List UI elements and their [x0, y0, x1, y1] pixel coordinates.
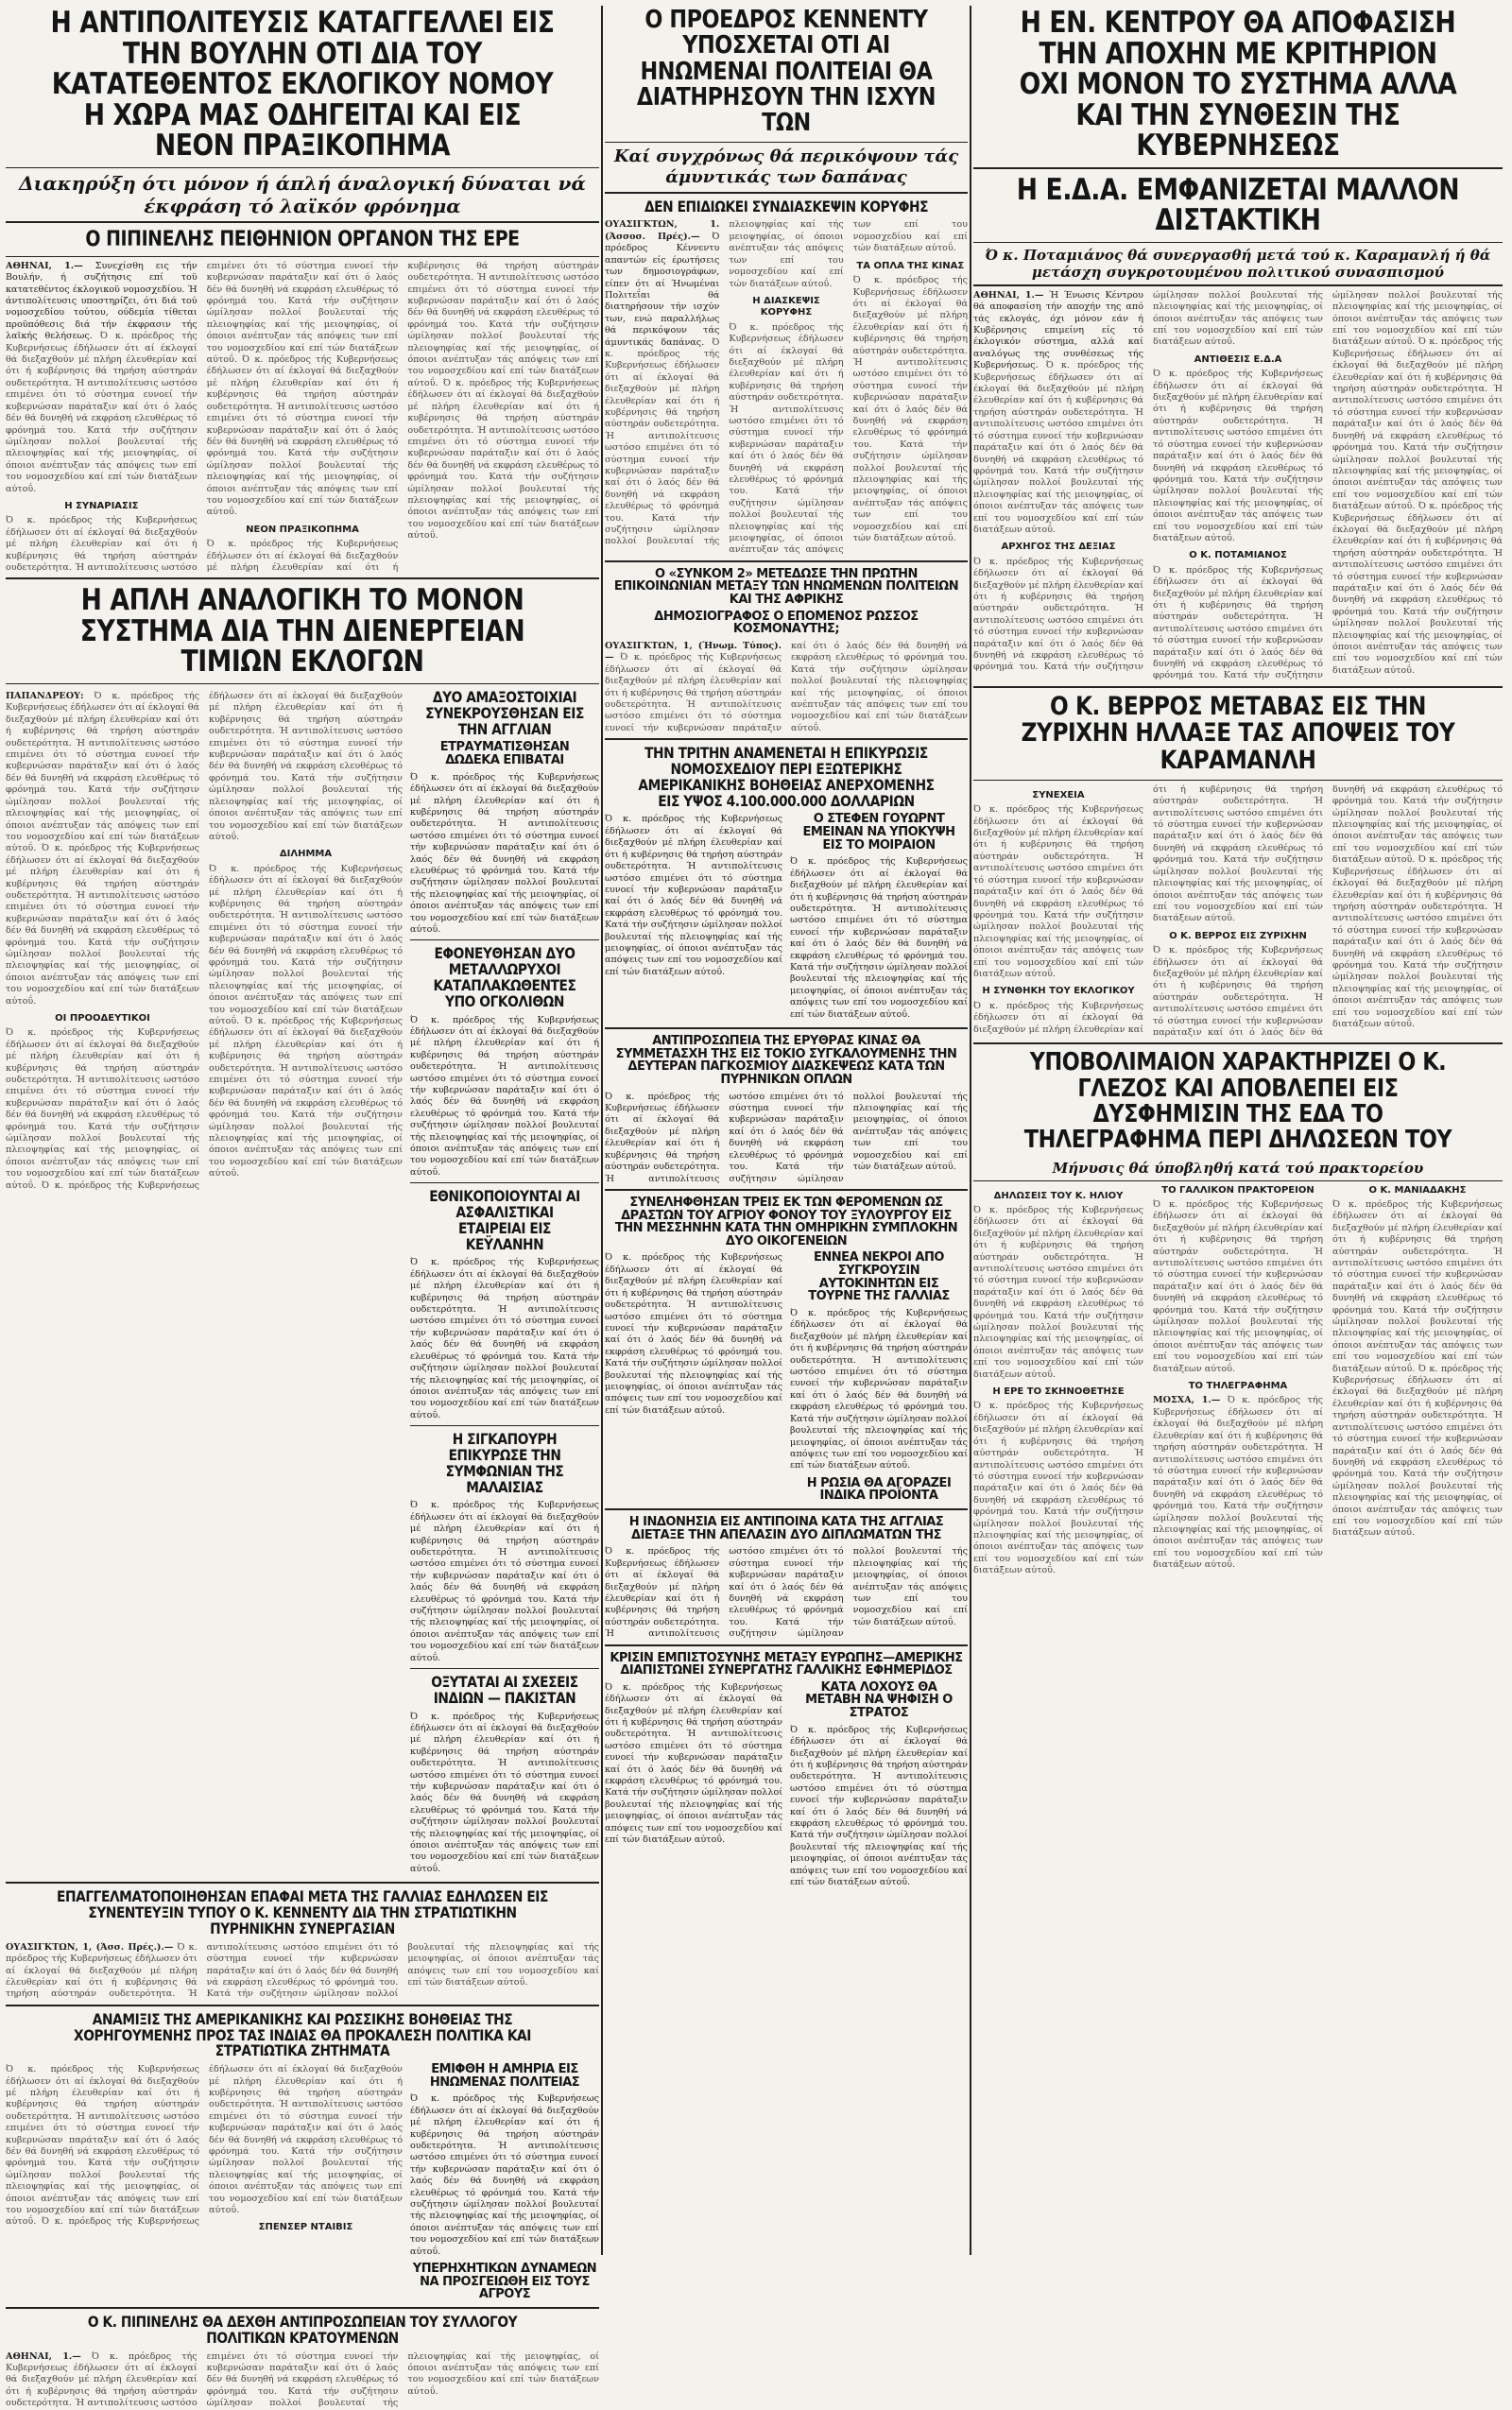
subheadline: Διακηρύξη ότι μόνον ή άπλή άναλογική δύναται νά έκφράση τό λαϊκόν φρόνημα: [19, 171, 586, 217]
brief-body: Ό κ. πρόεδρος τής Κυβερνήσεως έδήλωσεν ότι αί έκλογαί θά διεξαχθούν μέ πλήρη έλευθερίαν καί ότι ή κυβέρνησις θά τηρήση αύστηράν ουδετερότητα. Ή αντιπολίτευσις ωστόσο επιμένει ότι τό σύστημα ευνοεί τήν κυβερνώσαν παράταξιν καί ότι ό λαός δέν θά δυνηθή νά εκφράση ελευθέρως τό φρόνημά του. Κατά τήν συζήτησιν ώμίλησαν πολλοί βουλευταί τής πλειοψηφίας καί τής μειοψηφίας, οί όποιοι ανέπτυξαν τάς απόψεις των επί του νομοσχεδίου καί επί τών διατάξεων αύτοΰ.: [410, 2093, 599, 2257]
article-text: Ό κ. πρόεδρος τής Κυβερνήσεως έδήλωσεν ότι αί έκλογαί θά διεξαχθούν μέ πλήρη έλευθερίαν καί ότι ή κυβέρνησις θά τηρήση αύστηράν ουδετερότητα. Ή αντιπολίτευσις ωστόσο επιμένει ότι τό σύστημα ευνοεί τήν κυβερνώσαν παράταξιν καί ότι ό λαός δέν θά δυνηθή νά εκφράση ελευθέρως τό φρόνημά του. Κατά τήν συζήτησιν ώμίλησαν πολλοί βουλευταί τής πλειοψηφίας καί τής μειοψηφίας, οί όποιοι ανέπτυξαν τάς απόψεις των επί του νομοσχεδίου καί επί τών διατάξεων αύτοΰ.: [605, 641, 968, 733]
brief-headline: ΕΜΙΦΘΗ Η ΑΜΗΡΙΑ ΕΙΣ ΗΝΩΜΕΝΑΣ ΠΟΛΙΤΕΙΑΣ: [429, 2062, 580, 2090]
brief-headline: ΔΥΟ ΑΜΑΞΟΣΤΟΙΧΙΑΙ ΣΥΝΕΚΡΟΥΣΘΗΣΑΝ ΕΙΣ ΤΗΝ ΑΓΓΛΙΑΝ: [425, 688, 584, 738]
headline-glezos: ΥΠΟΒΟΛΙΜΑΙΟΝ ΧΑΡΑΚΤΗΡΙΖΕΙ Ο Κ. ΓΛΕΖΟΣ ΚΑΙ ΑΠΟΒΛΕΠΕΙ ΕΙΣ ΔΥΣΦΗΜΙΣΙΝ ΤΗΣ ΕΔΑ ΤΟ ΤΗΛΕΓΡΑΦΗΜΑ ΠΕΡΙ ΔΗΛΩΣΕΩΝ ΤΟΥ: [1023, 1048, 1452, 1155]
brief-headline: ΕΘΝΙΚΟΠΟΙΟΥΝΤΑΙ ΑΙ ΑΣΦΑΛΙΣΤΙΚΑΙ ΕΤΑΙΡΕΙΑΙ ΕΙΣ ΚΕΫΛΑΝΗΝ: [429, 1187, 580, 1253]
side-heading: Η ΔΙΑΣΚΕΨΙΣ ΚΟΡΥΦΗΣ: [752, 295, 820, 318]
split-row: [605, 1249, 968, 1505]
article-text: Ό κ. πρόεδρος τής Κυβερνήσεως έδήλωσεν ότι αί έκλογαί θά διεξαχθούν μέ πλήρη έλευθερίαν καί ότι ή κυβέρνησις θά τηρήση αύστηράν ουδετερότητα. Ή αντιπολίτευσις ωστόσο επιμένει ότι τό σύστημα ευνοεί τήν κυβερνώσαν παράταξιν καί ότι ό λαός δέν θά δυνηθή νά εκφράση ελευθέρως τό φρόνημά του. Κατά τήν συζήτησιν ώμίλησαν πολλοί βουλευταί τής πλειοψηφίας καί τής μειοψηφίας, οί όποιοι ανέπτυξαν τάς απόψεις των επί του νομοσχεδίου καί επί τών διατάξεων αύτοΰ.: [1153, 1395, 1323, 1571]
article-text: Ό κ. πρόεδρος τής Κυβερνήσεως έδήλωσεν ότι αί έκλογαί θά διεξαχθούν μέ πλήρη έλευθερίαν καί ότι ή κυβέρνησις θά τηρήση αύστηράν ουδετερότητα. Ή αντιπολίτευσις ωστόσο επιμένει ότι τό σύστημα ευνοεί τήν κυβερνώσαν παράταξιν καί ότι ό λαός δέν θά δυνηθή νά εκφράση ελευθέρως τό φρόνημά του. Κατά τήν συζήτησιν ώμίλησαν πολλοί βουλευταί τής πλειοψηφίας καί τής μειοψηφίας, οί όποιοι ανέπτυξαν τάς απόψεις των επί του νομοσχεδίου καί επί τών διατάξεων αύτοΰ.: [6, 691, 199, 854]
article-body: [6, 2351, 599, 2410]
article-text: Ό κ. πρόεδρος τής Κυβερνήσεως έδήλωσεν ότι αί έκλογαί θά διεξαχθούν μέ πλήρη έλευθερίαν καί ότι ή κυβέρνησις θά τηρήση αύστηράν ουδετερότητα. Ή αντιπολίτευσις ωστόσο επιμένει ότι τό σύστημα ευνοεί τήν κυβερνώσαν παράταξιν καί ότι ό λαός δέν θά δυνηθή νά εκφράση ελευθέρως τό φρόνημά του. Κατά τήν συζήτησιν ώμίλησαν πολλοί βουλευταί τής πλειοψηφίας καί τής μειοψηφίας, οί όποιοι ανέπτυξαν τάς απόψεις των επί του νομοσχεδίου καί επί τών διατάξεων αύτοΰ.: [6, 260, 399, 573]
column-left: [6, 6, 599, 2409]
article-text: Ό κ. πρόεδρος τής Κυβερνήσεως έδήλωσεν ότι αί έκλογαί θά διεξαχθούν μέ πλήρη έλευθερίαν καί ότι ή κυβέρνησις θά τηρήση αύστηράν ουδετερότητα. Ή αντιπολίτευσις ωστόσο επιμένει ότι τό σύστημα ευνοεί τήν κυβερνώσαν παράταξιν καί ότι ό λαός δέν θά δυνηθή νά εκφράση ελευθέρως τό φρόνημά του. Κατά τήν συζήτησιν ώμίλησαν πολλοί βουλευταί τής πλειοψηφίας καί τής μειοψηφίας, οί όποιοι ανέπτυξαν τάς απόψεις των επί του νομοσχεδίου καί επί τών διατάξεων αύτοΰ.: [6, 331, 198, 494]
headline-kennedy-promise: Ο ΠΡΟΕΔΡΟΣ ΚΕΝΝΕΝΤΥ ΥΠΟΣΧΕΤΑΙ ΟΤΙ ΑΙ ΗΝΩΜΕΝΑΙ ΠΟΛΙΤΕΙΑΙ ΘΑ ΔΙΑΤΗΡΗΣΟΥΝ ΤΗΝ ΙΣΧΥΝ ΤΩΝ: [636, 6, 936, 138]
article-text: Ό κ. πρόεδρος τής Κυβερνήσεως έδήλωσεν ότι αί έκλογαί θά διεξαχθούν μέ πλήρη έλευθερίαν καί ότι ή κυβέρνησις θά τηρήση αύστηράν ουδετερότητα. Ή αντιπολίτευσις ωστόσο επιμένει ότι τό σύστημα ευνοεί τήν κυβερνώσαν παράταξιν καί ότι ό λαός δέν θά δυνηθή νά εκφράση ελευθέρως τό φρόνημά του. Κατά τήν συζήτησιν ώμίλησαν πολλοί βουλευταί τής πλειοψηφίας καί τής μειοψηφίας, οί όποιοι ανέπτυξαν τάς απόψεις των επί του νομοσχεδίου καί επί τών διατάξεων αύτοΰ.: [6, 1027, 199, 1191]
article-text: Ό κ. πρόεδρος τής Κυβερνήσεως έδήλωσεν ότι αί έκλογαί θά διεξαχθούν μέ πλήρη έλευθερίαν καί ότι ή κυβέρνησις θά τηρήση αύστηράν ουδετερότητα. Ή αντιπολίτευσις ωστόσο επιμένει ότι τό σύστημα ευνοεί τήν κυβερνώσαν παράταξιν καί ότι ό λαός δέν θά δυνηθή νά εκφράση ελευθέρως τό φρόνημά του. Κατά τήν συζήτησιν ώμίλησαν πολλοί βουλευταί τής πλειοψηφίας καί τής μειοψηφίας, οί όποιοι ανέπτυξαν τάς απόψεις των επί του νομοσχεδίου καί επί τών διατάξεων αύτοΰ.: [1332, 1363, 1503, 1539]
headline-red-china: ΑΝΤΙΠΡΟΣΩΠΕΙΑ ΤΗΣ ΕΡΥΘΡΑΣ ΚΙΝΑΣ ΘΑ ΣΥΜΜΕΤΑΣΧΗ ΤΗΣ ΕΙΣ ΤΟΚΙΟ ΣΥΓΚΑΛΟΥΜΕΝΗΣ ΤΗΝ ΔΕΥΤΕΡΑΝ ΠΑΓΚΟΣΜΙΟΥ ΔΙΑΣΚΕΨΕΩΣ ΚΑΤΑ ΤΩΝ ΠΥΡΗΝΙΚΩΝ ΟΠΛΩΝ: [615, 1034, 957, 1088]
side-heading: ΔΗΛΩΣΕΙΣ ΤΟΥ Κ. ΗΛΙΟΥ: [993, 1190, 1124, 1201]
article-text: Ό κ. πρόεδρος τής Κυβερνήσεως έδήλωσεν ότι αί έκλογαί θά διεξαχθούν μέ πλήρη έλευθερίαν καί ότι ή κυβέρνησις θά τηρήση αύστηράν ουδετερότητα. Ή αντιπολίτευσις ωστόσο επιμένει ότι τό σύστημα ευνοεί τήν κυβερνώσαν παράταξιν καί ότι ό λαός δέν θά δυνηθή νά εκφράση ελευθέρως τό φρόνημά του. Κατά τήν συζήτησιν ώμίλησαν πολλοί βουλευταί τής πλειοψηφίας καί τής μειοψηφίας, οί όποιοι ανέπτυξαν τάς απόψεις των επί του νομοσχεδίου καί επί τών διατάξεων αύτοΰ.: [206, 260, 599, 573]
article-body: [973, 290, 1503, 682]
divider: [605, 1027, 968, 1029]
side-heading: Η ΣΥΝΑΡΙΑΣΙΣ: [64, 500, 139, 511]
headline-kennedy-france: ΕΠΑΓΓΕΛΜΑΤΟΠΟΙΗΘΗΣΑΝ ΕΠΑΦΑΙ ΜΕΤΑ ΤΗΣ ΓΑΛΛΙΑΣ ΕΔΗΛΩΣΕΝ ΕΙΣ ΣΥΝΕΝΤΕΥΞΙΝ ΤΥΠΟΥ Ο Κ. ΚΕΝΝΕΝΤΥ ΔΙΑ ΤΗΝ ΣΤΡΑΤΙΩΤΙΚΗΝ ΠΥΡΗΝΙΚΗΝ ΣΥΝΕΡΓΑΣΙΑΝ: [57, 1887, 548, 1937]
split-row: [605, 811, 968, 1024]
article-body: [6, 261, 599, 575]
section-headline: ΔΕΝ ΕΠΙΔΙΩΚΕΙ ΣΥΝΔΙΑΣΚΕΨΙΝ ΚΟΡΥΦΗΣ: [644, 197, 929, 215]
article-text: Ό κ. πρόεδρος τής Κυβερνήσεως έδήλωσεν ότι αί έκλογαί θά διεξαχθούν μέ πλήρη έλευθερίαν καί ότι ή κυβέρνησις θά τηρήση αύστηράν ουδετερότητα. Ή αντιπολίτευσις ωστόσο επιμένει ότι τό σύστημα ευνοεί τήν κυβερνώσαν παράταξιν καί ότι ό λαός δέν θά δυνηθή νά εκφράση ελευθέρως τό φρόνημά του. Κατά τήν συζήτησιν ώμίλησαν πολλοί βουλευταί τής πλειοψηφίας καί τής μειοψηφίας, οί όποιοι ανέπτυξαν τάς απόψεις των επί του νομοσχεδίου καί επί τών διατάξεων αύτοΰ.: [973, 289, 1323, 673]
article-text: Ό κ. πρόεδρος τής Κυβερνήσεως έδήλωσεν ότι αί έκλογαί θά διεξαχθούν μέ πλήρη έλευθερίαν καί ότι ή κυβέρνησις θά τηρήση αύστηράν ουδετερότητα. Ή αντιπολίτευσις ωστόσο επιμένει ότι τό σύστημα ευνοεί τήν κυβερνώσαν παράταξιν καί ότι ό λαός δέν θά δυνηθή νά εκφράση ελευθέρως τό φρόνημά του. Κατά τήν συζήτησιν ώμίλησαν πολλοί βουλευταί τής πλειοψηφίας καί τής μειοψηφίας, οί όποιοι ανέπτυξαν τάς απόψεις των επί του νομοσχεδίου καί επί τών διατάξεων αύτοΰ.: [6, 2064, 199, 2228]
article-text: Ό κ. πρόεδρος τής Κυβερνήσεως έδήλωσεν ότι αί έκλογαί θά διεξαχθούν μέ πλήρη έλευθερίαν καί ότι ή κυβέρνησις θά τηρήση αύστηράν ουδετερότητα. Ή αντιπολίτευσις ωστόσο επιμένει ότι τό σύστημα ευνοεί τήν κυβερνώσαν παράταξιν καί ότι ό λαός δέν θά δυνηθή νά εκφράση ελευθέρως τό φρόνημά του. Κατά τήν συζήτησιν ώμίλησαν πολλοί βουλευταί τής πλειοψηφίας καί τής μειοψηφίας, οί όποιοι ανέπτυξαν τάς απόψεις των επί του νομοσχεδίου καί επί τών διατάξεων αύτοΰ.: [852, 275, 968, 544]
headline-messini-arrests: ΣΥΝΕΛΗΦΘΗΣΑΝ ΤΡΕΙΣ ΕΚ ΤΩΝ ΦΕΡΟΜΕΝΩΝ ΩΣ ΔΡΑΣΤΩΝ ΤΟΥ ΑΓΡΙΟΥ ΦΟΝΟΥ ΤΟΥ ΞΥΛΟΥΡΓΟΥ ΕΙΣ ΤΗΝ ΜΕΣΣΗΝΗΝ ΚΑΤΑ ΤΗΝ ΟΜΗΡΙΚΗΝ ΣΥΜΠΛΟΚΗΝ ΔΥΟ ΟΙΚΟΓΕΝΕΙΩΝ: [614, 1195, 958, 1248]
briefs-column: [790, 1249, 968, 1505]
brief-headline: Η ΡΩΣΙΑ ΘΑ ΑΓΟΡΑΖΕΙ ΙΝΔΙΚΑ ΠΡΟΪΟΝΤΑ: [806, 1475, 952, 1504]
brief-headline: Ο ΣΤΕΦΕΝ ΓΟΥΩΡΝΤ ΕΜΕΙΝΑΝ ΝΑ ΥΠΟΚΥΨΗ ΕΙΣ ΤΟ ΜΟΙΡΑΙΟΝ: [802, 812, 955, 852]
brief-body: Ό κ. πρόεδρος τής Κυβερνήσεως έδήλωσεν ότι αί έκλογαί θά διεξαχθούν μέ πλήρη έλευθερίαν καί ότι ή κυβέρνησις θά τηρήση αύστηράν ουδετερότητα. Ή αντιπολίτευσις ωστόσο επιμένει ότι τό σύστημα ευνοεί τήν κυβερνώσαν παράταξιν καί ότι ό λαός δέν θά δυνηθή νά εκφράση ελευθέρως τό φρόνημά του. Κατά τήν συζήτησιν ώμίλησαν πολλοί βουλευταί τής πλειοψηφίας καί τής μειοψηφίας, οί όποιοι ανέπτυξαν τάς απόψεις των επί του νομοσχεδίου καί επί τών διατάξεων αύτοΰ.: [410, 771, 599, 935]
brief-body: Ό κ. πρόεδρος τής Κυβερνήσεως έδήλωσεν ότι αί έκλογαί θά διεξαχθούν μέ πλήρη έλευθερίαν καί ότι ή κυβέρνησις θά τηρήση αύστηράν ουδετερότητα. Ή αντιπολίτευσις ωστόσο επιμένει ότι τό σύστημα ευνοεί τήν κυβερνώσαν παράταξιν καί ότι ό λαός δέν θά δυνηθή νά εκφράση ελευθέρως τό φρόνημά του. Κατά τήν συζήτησιν ώμίλησαν πολλοί βουλευταί τής πλειοψηφίας καί τής μειοψηφίας, οί όποιοι ανέπτυξαν τάς απόψεις των επί του νομοσχεδίου καί επί τών διατάξεων αύτοΰ.: [790, 856, 968, 1020]
divider: [6, 1882, 599, 1884]
headline-syncom: Ο «ΣΥΝΚΟΜ 2» ΜΕΤΕΔΩΣΕ ΤΗΝ ΠΡΩΤΗΝ ΕΠΙΚΟΙΝΩΝΙΑΝ ΜΕΤΑΞΥ ΤΩΝ ΗΝΩΜΕΝΩΝ ΠΟΛΙΤΕΙΩΝ ΚΑΙ ΤΗΣ ΑΦΡΙΚΗΣ: [613, 566, 959, 608]
divider: [605, 192, 968, 194]
headline-cosmonaut: ΔΗΜΟΣΙΟΓΡΑΦΟΣ Ο ΕΠΟΜΕΝΟΣ ΡΩΣΣΟΣ ΚΟΣΜΟΝΑΥΤΗΣ;: [654, 609, 919, 637]
divider: [6, 221, 599, 223]
article-text: Ό κ. πρόεδρος τής Κυβερνήσεως έδήλωσεν ότι αί έκλογαί θά διεξαχθούν μέ πλήρη έλευθερίαν καί ότι ή κυβέρνησις θά τηρήση αύστηράν ουδετερότητα. Ή αντιπολίτευσις ωστόσο επιμένει ότι τό σύστημα ευνοεί τήν κυβερνώσαν παράταξιν καί ότι ό λαός δέν θά δυνηθή νά εκφράση ελευθέρως τό φρόνημά του. Κατά τήν συζήτησιν ώμίλησαν πολλοί βουλευταί τής πλειοψηφίας καί τής μειοψηφίας, οί όποιοι ανέπτυξαν τάς απόψεις των επί του νομοσχεδίου καί επί τών διατάξεων αύτοΰ.: [729, 219, 968, 556]
briefs-column: [410, 688, 599, 1878]
article-text: Ό κ. πρόεδρος τής Κυβερνήσεως έδήλωσεν ότι αί έκλογαί θά διεξαχθούν μέ πλήρη έλευθερίαν καί ότι ή κυβέρνησις θά τηρήση αύστηράν ουδετερότητα. Ή αντιπολίτευσις ωστόσο επιμένει ότι τό σύστημα ευνοεί τήν κυβερνώσαν παράταξιν καί ότι ό λαός δέν θά δυνηθή νά εκφράση ελευθέρως τό φρόνημά του. Κατά τήν συζήτησιν ώμίλησαν πολλοί βουλευταί τής πλειοψηφίας καί τής μειοψηφίας, οί όποιοι ανέπτυξαν τάς απόψεις των επί του νομοσχεδίου καί επί τών διατάξεων αύτοΰ.: [973, 360, 1143, 535]
side-heading: ΤΑ ΟΠΛΑ ΤΗΣ ΚΙΝΑΣ: [856, 260, 965, 271]
byline: ΣΠΕΝΣΕΡ ΝΤΑΙΒΙΣ: [258, 2222, 353, 2233]
side-heading: ΣΥΝΕΧΕΙΑ: [1032, 789, 1085, 800]
subheadline: Καί συγχρόνως θά περικόψουν τάς άμυντικάς των δαπάνας: [613, 146, 959, 188]
divider: [973, 780, 1503, 781]
article-text: Ό κ. πρόεδρος τής Κυβερνήσεως έδήλωσεν ότι αί έκλογαί θά διεξαχθούν μέ πλήρη έλευθερίαν καί ότι ή κυβέρνησις θά τηρήση αύστηράν ουδετερότητα. Ή αντιπολίτευσις ωστόσο επιμένει ότι τό σύστημα ευνοεί τήν κυβερνώσαν παράταξιν καί ότι ό λαός δέν θά δυνηθή νά εκφράση ελευθέρως τό φρόνημά του. Κατά τήν συζήτησιν ώμίλησαν πολλοί βουλευταί τής πλειοψηφίας καί τής μειοψηφίας, οί όποιοι ανέπτυξαν τάς απόψεις των επί του νομοσχεδίου καί επί τών διατάξεων αύτοΰ.: [1153, 369, 1323, 543]
divider: [973, 1180, 1503, 1181]
divider: [6, 2005, 599, 2006]
article-body: [6, 1942, 599, 2001]
side-heading: Η ΕΡΕ ΤΟ ΣΚΗΝΟΘΕΤΗΣΕ: [992, 1386, 1125, 1398]
article-text: Ό κ. πρόεδρος τής Κυβερνήσεως έδήλωσεν ότι αί έκλογαί θά διεξαχθούν μέ πλήρη έλευθερίαν καί ότι ή κυβέρνησις θά τηρήση αύστηράν ουδετερότητα. Ή αντιπολίτευσις ωστόσο επιμένει ότι τό σύστημα ευνοεί τήν κυβερνώσαν παράταξιν καί ότι ό λαός δέν θά δυνηθή νά εκφράση ελευθέρως τό φρόνημά του. Κατά τήν συζήτησιν ώμίλησαν πολλοί βουλευταί τής πλειοψηφίας καί τής μειοψηφίας, οί όποιοι ανέπτυξαν τάς απόψεις των επί του νομοσχεδίου καί επί τών διατάξεων αύτοΰ.: [973, 783, 1323, 1035]
article-text: Ό κ. πρόεδρος τής Κυβερνήσεως έδήλωσεν ότι αί έκλογαί θά διεξαχθούν μέ πλήρη έλευθερίαν καί ότι ή κυβέρνησις θά τηρήση αύστηράν ουδετερότητα. Ή αντιπολίτευσις ωστόσο επιμένει ότι τό σύστημα ευνοεί τήν κυβερνώσαν παράταξιν καί ότι ό λαός δέν θά δυνηθή νά εκφράση ελευθέρως τό φρόνημά του. Κατά τήν συζήτησιν ώμίλησαν πολλοί βουλευταί τής πλειοψηφίας καί τής μειοψηφίας, οί όποιοι ανέπτυξαν τάς απόψεις των επί του νομοσχεδίου καί επί τών διατάξεων αύτοΰ.: [1332, 501, 1503, 676]
column-middle: [605, 6, 968, 2255]
brief-body: Ό κ. πρόεδρος τής Κυβερνήσεως έδήλωσεν ότι αί έκλογαί θά διεξαχθούν μέ πλήρη έλευθερίαν καί ότι ή κυβέρνησις θά τηρήση αύστηράν ουδετερότητα. Ή αντιπολίτευσις ωστόσο επιμένει ότι τό σύστημα ευνοεί τήν κυβερνώσαν παράταξιν καί ότι ό λαός δέν θά δυνηθή νά εκφράση ελευθέρως τό φρόνημά του. Κατά τήν συζήτησιν ώμίλησαν πολλοί βουλευταί τής πλειοψηφίας καί τής μειοψηφίας, οί όποιοι ανέπτυξαν τάς απόψεις των επί του νομοσχεδίου καί επί τών διατάξεων αύτοΰ.: [410, 1257, 599, 1420]
brief-headline: ΕΦΟΝΕΥΘΗΣΑΝ ΔΥΟ ΜΕΤΑΛΛΩΡΥΧΟΙ ΚΑΤΑΠΛΑΚΩΘΕΝΤΕΣ ΥΠΟ ΟΓΚΟΛΙΘΩΝ: [433, 944, 576, 1010]
article-text: Ό κ. πρόεδρος τής Κυβερνήσεως έδήλωσεν ότι αί έκλογαί θά διεξαχθούν μέ πλήρη έλευθερίαν καί ότι ή κυβέρνησις θά τηρήση αύστηράν ουδετερότητα. Ή αντιπολίτευσις ωστόσο επιμένει ότι τό σύστημα ευνοεί τήν κυβερνώσαν παράταξιν καί ότι ό λαός δέν θά δυνηθή νά εκφράση ελευθέρως τό φρόνημά του. Κατά τήν συζήτησιν ώμίλησαν πολλοί βουλευταί τής πλειοψηφίας καί τής μειοψηφίας, οί όποιοι ανέπτυξαν τάς απόψεις των επί του νομοσχεδίου καί επί τών διατάξεων αύτοΰ.: [206, 354, 399, 518]
article-body: [6, 691, 403, 1875]
article-text: Ό κ. πρόεδρος τής Κυβερνήσεως έδήλωσεν ότι αί έκλογαί θά διεξαχθούν μέ πλήρη έλευθερίαν καί ότι ή κυβέρνησις θά τηρήση αύστηράν ουδετερότητα. Ή αντιπολίτευσις ωστόσο επιμένει ότι τό σύστημα ευνοεί τήν κυβερνώσαν παράταξιν καί ότι ό λαός δέν θά δυνηθή νά εκφράση ελευθέρως τό φρόνημά του. Κατά τήν συζήτησιν ώμίλησαν πολλοί βουλευταί τής πλειοψηφίας καί τής μειοψηφίας, οί όποιοι ανέπτυξαν τάς απόψεις των επί του νομοσχεδίου καί επί τών διατάξεων αύτοΰ.: [1332, 854, 1503, 1029]
article-text: Ό κ. πρόεδρος τής Κυβερνήσεως έδήλωσεν ότι αί έκλογαί θά διεξαχθούν μέ πλήρη έλευθερίαν καί ότι ή κυβέρνησις θά τηρήση αύστηράν ουδετερότητα. Ή αντιπολίτευσις ωστόσο επιμένει ότι τό σύστημα ευνοεί τήν κυβερνώσαν παράταξιν καί ότι ό λαός δέν θά δυνηθή νά εκφράση ελευθέρως τό φρόνημά του. Κατά τήν συζήτησιν ώμίλησαν πολλοί βουλευταί τής πλειοψηφίας καί τής μειοψηφίας, οί όποιοι ανέπτυξαν τάς απόψεις των επί του νομοσχεδίου καί επί τών διατάξεων αύτοΰ.: [1153, 289, 1503, 681]
dateline: ΑΘΗΝΑΙ, 1.—: [6, 2350, 81, 2362]
dateline: ΟΥΑΣΙΓΚΤΩΝ, 1, (Άσσ. Πρές.).—: [6, 1941, 174, 1953]
article-body: Ό κ. πρόεδρος τής Κυβερνήσεως έδήλωσεν ότι αί έκλογαί θά διεξαχθούν μέ πλήρη έλευθερίαν καί ότι ή κυβέρνησις θά τηρήση αύστηράν ουδετερότητα. Ή αντιπολίτευσις ωστόσο επιμένει ότι τό σύστημα ευνοεί τήν κυβερνώσαν παράταξιν καί ότι ό λαός δέν θά δυνηθή νά εκφράση ελευθέρως τό φρόνημά του. Κατά τήν συζήτησιν ώμίλησαν πολλοί βουλευταί τής πλειοψηφίας καί τής μειοψηφίας, οί όποιοι ανέπτυξαν τάς απόψεις των επί του νομοσχεδίου καί επί τών διατάξεων αύτοΰ.: [605, 1091, 968, 1184]
divider: [410, 1182, 599, 1183]
subheadline: Ό κ. Ποταμιάνος θά συνεργασθή μετά τού κ. Καραμανλή ή θά μετάσχη συγκροτουμένου πολιτικού συνασπισμού: [985, 246, 1491, 281]
article-text: Ό κ. πρόεδρος τής Κυβερνήσεως έδήλωσεν ότι αί έκλογαί θά διεξαχθούν μέ πλήρη έλευθερίαν καί ότι ή κυβέρνησις θά τηρήση αύστηράν ουδετερότητα. Ή αντιπολίτευσις ωστόσο επιμένει ότι τό σύστημα ευνοεί τήν κυβερνώσαν παράταξιν καί ότι ό λαός δέν θά δυνηθή νά εκφράση ελευθέρως τό φρόνημά του. Κατά τήν συζήτησιν ώμίλησαν πολλοί βουλευταί τής πλειοψηφίας καί τής μειοψηφίας, οί όποιοι ανέπτυξαν τάς απόψεις των επί του νομοσχεδίου καί επί τών διατάξεων αύτοΰ.: [6, 843, 199, 1007]
brief-subhead: ΕΤΡΑΥΜΑΤΙΣΘΗΣΑΝ ΔΩΔΕΚΑ ΕΠΙΒΑΤΑΙ: [439, 740, 570, 768]
article-text: Ό κ. πρόεδρος τής Κυβερνήσεως έδήλωσεν ότι αί έκλογαί θά διεξαχθούν μέ πλήρη έλευθερίαν καί ότι ή κυβέρνησις θά τηρήση αύστηράν ουδετερότητα. Ή αντιπολίτευσις ωστόσο επιμένει ότι τό σύστημα ευνοεί τήν κυβερνώσαν παράταξιν καί ότι ό λαός δέν θά δυνηθή νά εκφράση ελευθέρως τό φρόνημά του. Κατά τήν συζήτησιν ώμίλησαν πολλοί βουλευταί τής πλειοψηφίας καί τής μειοψηφίας, οί όποιοι ανέπτυξαν τάς απόψεις των επί του νομοσχεδίου καί επί τών διατάξεων αύτοΰ.: [1153, 783, 1503, 1038]
divider: [605, 1508, 968, 1510]
article-body: Ό κ. πρόεδρος τής Κυβερνήσεως έδήλωσεν ότι αί έκλογαί θά διεξαχθούν μέ πλήρη έλευθερίαν καί ότι ή κυβέρνησις θά τηρήση αύστηράν ουδετερότητα. Ή αντιπολίτευσις ωστόσο επιμένει ότι τό σύστημα ευνοεί τήν κυβερνώσαν παράταξιν καί ότι ό λαός δέν θά δυνηθή νά εκφράση ελευθέρως τό φρόνημά του. Κατά τήν συζήτησιν ώμίλησαν πολλοί βουλευταί τής πλειοψηφίας καί τής μειοψηφίας, οί όποιοι ανέπτυξαν τάς απόψεις των επί του νομοσχεδίου καί επί τών διατάξεων αύτοΰ.: [605, 1681, 782, 1846]
divider: [973, 167, 1503, 169]
brief-body: Ό κ. πρόεδρος τής Κυβερνήσεως έδήλωσεν ότι αί έκλογαί θά διεξαχθούν μέ πλήρη έλευθερίαν καί ότι ή κυβέρνησις θά τηρήση αύστηράν ουδετερότητα. Ή αντιπολίτευσις ωστόσο επιμένει ότι τό σύστημα ευνοεί τήν κυβερνώσαν παράταξιν καί ότι ό λαός δέν θά δυνηθή νά εκφράση ελευθέρως τό φρόνημά του. Κατά τήν συζήτησιν ώμίλησαν πολλοί βουλευταί τής πλειοψηφίας καί τής μειοψηφίας, οί όποιοι ανέπτυξαν τάς απόψεις των επί του νομοσχεδίου καί επί τών διατάξεων αύτοΰ.: [410, 1711, 599, 1874]
brief-body: Ό κ. πρόεδρος τής Κυβερνήσεως έδήλωσεν ότι αί έκλογαί θά διεξαχθούν μέ πλήρη έλευθερίαν καί ότι ή κυβέρνησις θά τηρήση αύστηράν ουδετερότητα. Ή αντιπολίτευσις ωστόσο επιμένει ότι τό σύστημα ευνοεί τήν κυβερνώσαν παράταξιν καί ότι ό λαός δέν θά δυνηθή νά εκφράση ελευθέρως τό φρόνημά του. Κατά τήν συζήτησιν ώμίλησαν πολλοί βουλευταί τής πλειοψηφίας καί τής μειοψηφίας, οί όποιοι ανέπτυξαν τάς απόψεις των επί του νομοσχεδίου καί επί τών διατάξεων αύτοΰ.: [410, 1500, 599, 1663]
headline-pipinelis-prisoners: Ο Κ. ΠΙΠΙΝΕΛΗΣ ΘΑ ΔΕΧΘΗ ΑΝΤΙΠΡΟΣΩΠΕΙΑΝ ΤΟΥ ΣΥΛΛΟΓΟΥ ΠΟΛΙΤΙΚΩΝ ΚΡΑΤΟΥΜΕΝΩΝ: [87, 2313, 518, 2347]
side-heading: ΝΕΟΝ ΠΡΑΞΙΚΟΠΗΜΑ: [246, 524, 359, 535]
article-text: Ό κ. πρόεδρος τής Κυβερνήσεως έδήλωσεν ότι αί έκλογαί θά διεξαχθούν μέ πλήρη έλευθερίαν καί ότι ή κυβέρνησις θά τηρήση αύστηράν ουδετερότητα. Ή αντιπολίτευσις ωστόσο επιμένει ότι τό σύστημα ευνοεί τήν κυβερνώσαν παράταξιν καί ότι ό λαός δέν θά δυνηθή νά εκφράση ελευθέρως τό φρόνημά του. Κατά τήν συζήτησιν ώμίλησαν πολλοί βουλευταί τής πλειοψηφίας καί τής μειοψηφίας, οί όποιοι ανέπτυξαν τάς απόψεις των επί του νομοσχεδίου καί επί τών διατάξεων αύτοΰ.: [6, 2350, 599, 2409]
divider: [605, 738, 968, 740]
dateline: ΑΘΗΝΑΙ, 1.—: [973, 289, 1044, 301]
article-text: Ό κ. πρόεδρος τής Κυβερνήσεως έδήλωσεν ότι αί έκλογαί θά διεξαχθούν μέ πλήρη έλευθερίαν καί ότι ή κυβέρνησις θά τηρήση αύστηράν ουδετερότητα. Ή αντιπολίτευσις ωστόσο επιμένει ότι τό σύστημα ευνοεί τήν κυβερνώσαν παράταξιν καί ότι ό λαός δέν θά δυνηθή νά εκφράση ελευθέρως τό φρόνημά του. Κατά τήν συζήτησιν ώμίλησαν πολλοί βουλευταί τής πλειοψηφίας καί τής μειοψηφίας, οί όποιοι ανέπτυξαν τάς απόψεις των επί του νομοσχεδίου καί επί τών διατάξεων αύτοΰ.: [41, 2064, 403, 2228]
column-rule: [970, 6, 971, 2255]
briefs-column: [790, 1679, 968, 1892]
brief-body: Ό κ. πρόεδρος τής Κυβερνήσεως έδήλωσεν ότι αί έκλογαί θά διεξαχθούν μέ πλήρη έλευθερίαν καί ότι ή κυβέρνησις θά τηρήση αύστηράν ουδετερότητα. Ή αντιπολίτευσις ωστόσο επιμένει ότι τό σύστημα ευνοεί τήν κυβερνώσαν παράταξιν καί ότι ό λαός δέν θά δυνηθή νά εκφράση ελευθέρως τό φρόνημά του. Κατά τήν συζήτησιν ώμίλησαν πολλοί βουλευταί τής πλειοψηφίας καί τής μειοψηφίας, οί όποιοι ανέπτυξαν τάς απόψεις των επί του νομοσχεδίου καί επί τών διατάξεων αύτοΰ.: [790, 1308, 968, 1472]
article-text: Ό κ. πρόεδρος τής Κυβερνήσεως έδήλωσεν ότι αί έκλογαί θά διεξαχθούν μέ πλήρη έλευθερίαν καί ότι ή κυβέρνησις θά τηρήση αύστηράν ουδετερότητα. Ή αντιπολίτευσις ωστόσο επιμένει ότι τό σύστημα ευνοεί τήν κυβερνώσαν παράταξιν καί ότι ό λαός δέν θά δυνηθή νά εκφράση ελευθέρως τό φρόνημά του. Κατά τήν συζήτησιν ώμίλησαν πολλοί βουλευταί τής πλειοψηφίας καί τής μειοψηφίας, οί όποιοι ανέπτυξαν τάς απόψεις των επί του νομοσχεδίου καί επί τών διατάξεων αύτοΰ.: [1332, 1198, 1503, 1374]
article-text: Ό κ. πρόεδρος τής Κυβερνήσεως έδήλωσεν ότι αί έκλογαί θά διεξαχθούν μέ πλήρη έλευθερίαν καί ότι ή κυβέρνησις θά τηρήση αύστηράν ουδετερότητα. Ή αντιπολίτευσις ωστόσο επιμένει ότι τό σύστημα ευνοεί τήν κυβερνώσαν παράταξιν καί ότι ό λαός δέν θά δυνηθή νά εκφράση ελευθέρως τό φρόνημά του. Κατά τήν συζήτησιν ώμίλησαν πολλοί βουλευταί τής πλειοψηφίας καί τής μειοψηφίας, οί όποιοι ανέπτυξαν τάς απόψεις των επί του νομοσχεδίου καί επί τών διατάξεων αύτοΰ.: [605, 219, 844, 547]
lead-paragraph: Ό πρόεδρος Κέννεντυ απαντών είς έρωτήσεις των δημοσιογράφων, είπεν ότι αί Ήνωμέναι Πολιτεΐαι θά διατηρήσουν τήν ισχύν των, ενώ παραλλήλως θά περικόψουν τάς άμυντικάς δαπάνας.: [605, 231, 720, 348]
divider: [6, 256, 599, 257]
brief-headline: ΚΑΤΑ ΛΟΧΟΥΣ ΘΑ ΜΕΤΑΒΗ ΝΑ ΨΗΦΙΣΗ Ο ΣΤΡΑΤΟΣ: [805, 1679, 953, 1721]
article-text: Ό κ. πρόεδρος τής Κυβερνήσεως έδήλωσεν ότι αί έκλογαί θά διεξαχθούν μέ πλήρη έλευθερίαν καί ότι ή κυβέρνησις θά τηρήση αύστηράν ουδετερότητα. Ή αντιπολίτευσις ωστόσο επιμένει ότι τό σύστημα ευνοεί τήν κυβερνώσαν παράταξιν καί ότι ό λαός δέν θά δυνηθή νά εκφράση ελευθέρως τό φρόνημά του. Κατά τήν συζήτησιν ώμίλησαν πολλοί βουλευταί τής πλειοψηφίας καί τής μειοψηφίας, οί όποιοι ανέπτυξαν τάς απόψεις των επί του νομοσχεδίου καί επί τών διατάξεων αύτοΰ.: [973, 1204, 1143, 1380]
headline-proportional-system: Η ΑΠΛΗ ΑΝΑΛΟΓΙΚΗ ΤΟ ΜΟΝΟΝ ΣΥΣΤΗΜΑ ΔΙΑ ΤΗΝ ΔΙΕΝΕΡΓΕΙΑΝ ΤΙΜΙΩΝ ΕΚΛΟΓΩΝ: [79, 583, 525, 680]
divider: [6, 577, 599, 579]
headline-indonesia: Η ΙΝΔΟΝΗΣΙΑ ΕΙΣ ΑΝΤΙΠΟΙΝΑ ΚΑΤΑ ΤΗΣ ΑΓΓΛΙΑΣ ΔΙΕΤΑΞΕ ΤΗΝ ΑΠΕΛΑΣΙΝ ΔΥΟ ΔΙΠΛΩΜΑΤΩΝ ΤΗΣ: [628, 1515, 944, 1542]
headline-india-aid: ΑΝΑΜΙΞΙΣ ΤΗΣ ΑΜΕΡΙΚΑΝΙΚΗΣ ΚΑΙ ΡΩΣΣΙΚΗΣ ΒΟΗΘΕΙΑΣ ΤΗΣ ΧΟΡΗΓΟΥΜΕΝΗΣ ΠΡΟΣ ΤΑΣ ΙΝΔΙΑΣ ΘΑ ΠΡΟΚΑΛΕΣΗ ΠΟΛΙΤΙΚΑ ΚΑΙ ΣΤΡΑΤΙΩΤΙΚΑ ΖΗΤΗΜΑΤΑ: [74, 2009, 531, 2060]
lead-paragraph: Συνεχίσθη εις τήν Βουλήν, ή συζήτησις επί τοϋ κατατεθέντος έκλογικοϋ νομοσχεδίου. Ή άντιπολίτευσις υποστηρίζει, ότι διά τού νομοσχεδίου τούτου, ούδεμία τίθεται προϋπόθεσις διά τήν έκφρασιν τής λαϊκής θελήσεως.: [6, 260, 198, 342]
side-heading: Ο Κ. ΒΕΡΡΟΣ ΕΙΣ ΖΥΡΙΧΗΝ: [1169, 930, 1307, 941]
brief-headline: ΕΝΝΕΑ ΝΕΚΡΟΙ ΑΠΟ ΣΥΓΚΡΟΥΣΙΝ ΑΥΤΟΚΙΝΗΤΩΝ ΕΙΣ ΤΟΥΡΝΕ ΤΗΣ ΓΑΛΛΙΑΣ: [808, 1250, 950, 1304]
article-text: Ό κ. πρόεδρος τής Κυβερνήσεως έδήλωσεν ότι αί έκλογαί θά διεξαχθούν μέ πλήρη έλευθερίαν καί ότι ή κυβέρνησις θά τηρήση αύστηράν ουδετερότητα. Ή αντιπολίτευσις ωστόσο επιμένει ότι τό σύστημα ευνοεί τήν κυβερνώσαν παράταξιν καί ότι ό λαός δέν θά δυνηθή νά εκφράση ελευθέρως τό φρόνημά του. Κατά τήν συζήτησιν ώμίλησαν πολλοί βουλευταί τής πλειοψηφίας καί τής μειοψηφίας, οί όποιοι ανέπτυξαν τάς απόψεις των επί του νομοσχεδίου καί επί τών διατάξεων αύτοΰ.: [209, 863, 403, 1026]
divider: [605, 1189, 968, 1191]
article-text: Ό κ. πρόεδρος τής Κυβερνήσεως έδήλωσεν ότι αί έκλογαί θά διεξαχθούν μέ πλήρη έλευθερίαν καί ότι ή κυβέρνησις θά τηρήση αύστηράν ουδετερότητα. Ή αντιπολίτευσις ωστόσο επιμένει ότι τό σύστημα ευνοεί τήν κυβερνώσαν παράταξιν καί ότι ό λαός δέν θά δυνηθή νά εκφράση ελευθέρως τό φρόνημά του. Κατά τήν συζήτησιν ώμίλησαν πολλοί βουλευταί τής πλειοψηφίας καί τής μειοψηφίας, οί όποιοι ανέπτυξαν τάς απόψεις των επί του νομοσχεδίου καί επί τών διατάξεων αύτοΰ.: [209, 1016, 403, 1179]
article-text: Ό κ. πρόεδρος τής Κυβερνήσεως έδήλωσεν ότι αί έκλογαί θά διεξαχθούν μέ πλήρη έλευθερίαν καί ότι ή κυβέρνησις θά τηρήση αύστηράν ουδετερότητα. Ή αντιπολίτευσις ωστόσο επιμένει ότι τό σύστημα ευνοεί τήν κυβερνώσαν παράταξιν καί ότι ό λαός δέν θά δυνηθή νά εκφράση ελευθέρως τό φρόνημά του. Κατά τήν συζήτησιν ώμίλησαν πολλοί βουλευταί τής πλειοψηφίας καί τής μειοψηφίας, οί όποιοι ανέπτυξαν τάς απόψεις των επί του νομοσχεδίου καί επί τών διατάξεων αύτοΰ.: [1153, 1198, 1323, 1374]
divider: [410, 1668, 599, 1669]
brief-body: Ό κ. πρόεδρος τής Κυβερνήσεως έδήλωσεν ότι αί έκλογαί θά διεξαχθούν μέ πλήρη έλευθερίαν καί ότι ή κυβέρνησις θά τηρήση αύστηράν ουδετερότητα. Ή αντιπολίτευσις ωστόσο επιμένει ότι τό σύστημα ευνοεί τήν κυβερνώσαν παράταξιν καί ότι ό λαός δέν θά δυνηθή νά εκφράση ελευθέρως τό φρόνημά του. Κατά τήν συζήτησιν ώμίλησαν πολλοί βουλευταί τής πλειοψηφίας καί τής μειοψηφίας, οί όποιοι ανέπτυξαν τάς απόψεις των επί του νομοσχεδίου καί επί τών διατάξεων αύτοΰ.: [790, 1724, 968, 1888]
headline-trust-crisis: ΚΡΙΣΙΝ ΕΜΠΙΣΤΟΣΥΝΗΣ ΜΕΤΑΞΥ ΕΥΡΩΠΗΣ—ΑΜΕΡΙΚΗΣ ΔΙΑΠΙΣΤΩΝΕΙ ΣΥΝΕΡΓΑΤΗΣ ΓΑΛΛΙΚΗΣ ΕΦΗΜΕΡΙΔΟΣ: [610, 1650, 963, 1678]
section-headline: Ο ΠΙΠΙΝΕΛΗΣ ΠΕΙΘΗΝΙΟΝ ΟΡΓΑΝΟΝ ΤΗΣ ΕΡΕ: [85, 227, 520, 251]
divider: [605, 560, 968, 562]
divider: [973, 284, 1503, 286]
article-text: Ό κ. πρόεδρος τής Κυβερνήσεως έδήλωσεν ότι αί έκλογαί θά διεξαχθούν μέ πλήρη έλευθερίαν καί ότι ή κυβέρνησις θά τηρήση αύστηράν ουδετερότητα. Ή αντιπολίτευσις ωστόσο επιμένει ότι τό σύστημα ευνοεί τήν κυβερνώσαν παράταξιν καί ότι ό λαός δέν θά δυνηθή νά εκφράση ελευθέρως τό φρόνημά του. Κατά τήν συζήτησιν ώμίλησαν πολλοί βουλευταί τής πλειοψηφίας καί τής μειοψηφίας, οί όποιοι ανέπτυξαν τάς απόψεις των επί του νομοσχεδίου καί επί τών διατάξεων αύτοΰ.: [1332, 336, 1503, 512]
divider: [973, 242, 1503, 243]
dateline: ΑΘΗΝΑΙ, 1.—: [6, 260, 83, 271]
dateline: ΜΟΣΧΑ, 1.—: [1153, 1395, 1221, 1406]
headline-eda-hesitant: Η Ε.Δ.Α. ΕΜΦΑΝΙΖΕΤΑΙ ΜΑΛΛΟΝ ΔΙΣΤΑΚΤΙΚΗ: [1016, 172, 1460, 238]
headline-foreign-aid: ΤΗΝ ΤΡΙΤΗΝ ΑΝΑΜΕΝΕΤΑΙ Η ΕΠΙΚΥΡΩΣΙΣ ΝΟΜΟΣΧΕΔΙΟΥ ΠΕΡΙ ΕΞΩΤΕΡΙΚΗΣ ΑΜΕΡΙΚΑΝΙΚΗΣ ΒΟΗΘΕΙΑΣ ΑΝΕΡΧΟΜΕΝΗΣ ΕΙΣ ΥΨΟΣ 4.100.000.000 ΔΟΛΛΑΡΙΩΝ: [638, 744, 935, 810]
split-row: [6, 688, 599, 1878]
dateline: ΟΥΑΣΙΓΚΤΩΝ, 1. (Άσσοσ. Πρές).—: [605, 219, 720, 242]
divider: [6, 683, 599, 684]
article-text: Ό κ. πρόεδρος τής Κυβερνήσεως έδήλωσεν ότι αί έκλογαί θά διεξαχθούν μέ πλήρη έλευθερίαν καί ότι ή κυβέρνησις θά τηρήση αύστηράν ουδετερότητα. Ή αντιπολίτευσις ωστόσο επιμένει ότι τό σύστημα ευνοεί τήν κυβερνώσαν παράταξιν καί ότι ό λαός δέν θά δυνηθή νά εκφράση ελευθέρως τό φρόνημά του. Κατά τήν συζήτησιν ώμίλησαν πολλοί βουλευταί τής πλειοψηφίας καί τής μειοψηφίας, οί όποιοι ανέπτυξαν τάς απόψεις των επί του νομοσχεδίου καί επί τών διατάξεων αύτοΰ.: [973, 1401, 1143, 1576]
subheadline: Μήνυσις θά ύποβληθή κατά τού πρακτορείου: [1052, 1159, 1424, 1177]
side-heading: Ο Κ. ΠΟΤΑΜΙΑΝΟΣ: [1189, 550, 1287, 561]
split-row: [605, 1679, 968, 1892]
article-text: Ό κ. πρόεδρος τής Κυβερνήσεως έδήλωσεν ότι αί έκλογαί θά διεξαχθούν μέ πλήρη έλευθερίαν καί ότι ή κυβέρνησις θά τηρήση αύστηράν ουδετερότητα. Ή αντιπολίτευσις ωστόσο επιμένει ότι τό σύστημα ευνοεί τήν κυβερνώσαν παράταξιν καί ότι ό λαός δέν θά δυνηθή νά εκφράση ελευθέρως τό φρόνημά του. Κατά τήν συζήτησιν ώμίλησαν πολλοί βουλευταί τής πλειοψηφίας καί τής μειοψηφίας, οί όποιοι ανέπτυξαν τάς απόψεις των επί του νομοσχεδίου καί επί τών διατάξεων αύτοΰ.: [6, 1941, 599, 2000]
article-body: [973, 1185, 1503, 1577]
divider: [410, 1425, 599, 1426]
article-body: [605, 641, 968, 734]
column-rule: [601, 6, 603, 2255]
side-heading: ΑΡΧΗΓΟΣ ΤΗΣ ΔΕΞΙΑΣ: [1001, 542, 1116, 553]
side-heading: ΤΟ ΤΗΛΕΓΡΑΦΗΜΑ: [1188, 1381, 1288, 1392]
dateline: ΟΥΑΣΙΓΚΤΩΝ, 1, (Ήνωμ. Τύπος).—: [605, 641, 782, 663]
column-right: [973, 6, 1503, 2255]
side-heading: ΑΝΤΙΘΕΣΙΣ Ε.Δ.Α: [1194, 353, 1282, 365]
side-heading: Ο Κ. ΜΑΝΙΑΔΑΚΗΣ: [1368, 1184, 1467, 1196]
divider: [6, 167, 599, 168]
side-heading: ΟΙ ΠΡΟΟΔΕΥΤΙΚΟΙ: [55, 1013, 150, 1024]
headline-centre-union: Η ΕΝ. ΚΕΝΤΡΟΥ ΘΑ ΑΠΟΦΑΣΙΣΗ ΤΗΝ ΑΠΟΧΗΝ ΜΕ ΚΡΙΤΗΡΙΟΝ ΟΧΙ ΜΟΝΟΝ ΤΟ ΣΥΣΤΗΜΑ ΑΛΛΑ ΚΑΙ ΤΗΝ ΣΥΝΘΕΣΙΝ ΤΗΣ ΚΥΒΕΡΝΗΣΕΩΣ: [1019, 6, 1457, 164]
article-body: [6, 2064, 403, 2300]
brief-headline: ΥΠΕΡΗΧΗΤΙΚΩΝ ΔΥΝΑΜΕΩΝ ΝΑ ΠΡΟΣΓΕΙΩΘΗ ΕΙΣ ΤΟΥΣ ΑΓΡΟΥΣ: [412, 2262, 597, 2302]
briefs-column: [410, 2061, 599, 2303]
brief-headline: ΟΞΥΤΑΤΑΙ ΑΙ ΣΧΕΣΕΙΣ ΙΝΔΙΩΝ — ΠΑΚΙΣΤΑΝ: [431, 1673, 578, 1707]
dateline: ΠΑΠΑΝΔΡΕΟΥ:: [6, 691, 84, 702]
lead-paragraph: Ή Ένωσις Κέντρου θά αποφασίση τήν αποχήν της από τάς εκλογάς, όχι μόνον εάν ή Κυβέρνησις επιμείνη είς τό έκλογικόν σύστημα, αλλά καί αναλόγως της συνθέσεως τής Κυβερνήσεως.: [973, 289, 1143, 371]
article-body: [605, 219, 968, 556]
split-row: [6, 2061, 599, 2303]
divider: [973, 686, 1503, 688]
divider: [973, 1042, 1503, 1044]
brief-body: Ό κ. πρόεδρος τής Κυβερνήσεως έδήλωσεν ότι αί έκλογαί θά διεξαχθούν μέ πλήρη έλευθερίαν καί ότι ή κυβέρνησις θά τηρήση αύστηράν ουδετερότητα. Ή αντιπολίτευσις ωστόσο επιμένει ότι τό σύστημα ευνοεί τήν κυβερνώσαν παράταξιν καί ότι ό λαός δέν θά δυνηθή νά εκφράση ελευθέρως τό φρόνημά του. Κατά τήν συζήτησιν ώμίλησαν πολλοί βουλευταί τής πλειοψηφίας καί τής μειοψηφίας, οί όποιοι ανέπτυξαν τάς απόψεις των επί του νομοσχεδίου καί επί τών διατάξεων αύτοΰ.: [410, 1014, 599, 1178]
article-body: Ό κ. πρόεδρος τής Κυβερνήσεως έδήλωσεν ότι αί έκλογαί θά διεξαχθούν μέ πλήρη έλευθερίαν καί ότι ή κυβέρνησις θά τηρήση αύστηράν ουδετερότητα. Ή αντιπολίτευσις ωστόσο επιμένει ότι τό σύστημα ευνοεί τήν κυβερνώσαν παράταξιν καί ότι ό λαός δέν θά δυνηθή νά εκφράση ελευθέρως τό φρόνημά του. Κατά τήν συζήτησιν ώμίλησαν πολλοί βουλευταί τής πλειοψηφίας καί τής μειοψηφίας, οί όποιοι ανέπτυξαν τάς απόψεις των επί του νομοσχεδίου καί επί τών διατάξεων αύτοΰ.: [605, 1546, 968, 1640]
article-body: Ό κ. πρόεδρος τής Κυβερνήσεως έδήλωσεν ότι αί έκλογαί θά διεξαχθούν μέ πλήρη έλευθερίαν καί ότι ή κυβέρνησις θά τηρήση αύστηράν ουδετερότητα. Ή αντιπολίτευσις ωστόσο επιμένει ότι τό σύστημα ευνοεί τήν κυβερνώσαν παράταξιν καί ότι ό λαός δέν θά δυνηθή νά εκφράση ελευθέρως τό φρόνημά του. Κατά τήν συζήτησιν ώμίλησαν πολλοί βουλευταί τής πλειοψηφίας καί τής μειοψηφίας, οί όποιοι ανέπτυξαν τάς απόψεις των επί του νομοσχεδίου καί επί τών διατάξεων αύτοΰ.: [605, 1252, 782, 1416]
divider: [410, 939, 599, 940]
main-headline-opposition: Η ΑΝΤΙΠΟΛΙΤΕΥΣΙΣ ΚΑΤΑΓΓΕΛΛΕΙ ΕΙΣ ΤΗΝ ΒΟΥΛΗΝ ΟΤΙ ΔΙΑ ΤΟΥ ΚΑΤΑΤΕΘΕΝΤΟΣ ΕΚΛΟΓΙΚΟΥ ΝΟΜΟΥ Η ΧΩΡΑ ΜΑΣ ΟΔΗΓΕΙΤΑΙ ΚΑΙ ΕΙΣ ΝΕΟΝ ΠΡΑΞΙΚΟΠΗΜΑ: [50, 6, 555, 164]
headline-verros-zurich: Ο Κ. ΒΕΡΡΟΣ ΜΕΤΑΒΑΣ ΕΙΣ ΤΗΝ ΖΥΡΙΧΗΝ ΗΛΛΑΞΕ ΤΑΣ ΑΠΟΨΕΙΣ ΤΟΥ ΚΑΡΑΜΑΝΛΗ: [1021, 691, 1455, 775]
article-text: Ό κ. πρόεδρος τής Κυβερνήσεως έδήλωσεν ότι αί έκλογαί θά διεξαχθούν μέ πλήρη έλευθερίαν καί ότι ή κυβέρνησις θά τηρήση αύστηράν ουδετερότητα. Ή αντιπολίτευσις ωστόσο επιμένει ότι τό σύστημα ευνοεί τήν κυβερνώσαν παράταξιν καί ότι ό λαός δέν θά δυνηθή νά εκφράση ελευθέρως τό φρόνημά του. Κατά τήν συζήτησιν ώμίλησαν πολλοί βουλευταί τής πλειοψηφίας καί τής μειοψηφίας, οί όποιοι ανέπτυξαν τάς απόψεις των επί του νομοσχεδίου καί επί τών διατάξεων αύτοΰ.: [41, 691, 403, 1191]
side-heading: ΔΙΛΗΜΜΑ: [279, 849, 333, 860]
divider: [605, 1644, 968, 1646]
article-body: Ό κ. πρόεδρος τής Κυβερνήσεως έδήλωσεν ότι αί έκλογαί θά διεξαχθούν μέ πλήρη έλευθερίαν καί ότι ή κυβέρνησις θά τηρήση αύστηράν ουδετερότητα. Ή αντιπολίτευσις ωστόσο επιμένει ότι τό σύστημα ευνοεί τήν κυβερνώσαν παράταξιν καί ότι ό λαός δέν θά δυνηθή νά εκφράση ελευθέρως τό φρόνημά του. Κατά τήν συζήτησιν ώμίλησαν πολλοί βουλευταί τής πλειοψηφίας καί τής μειοψηφίας, οί όποιοι ανέπτυξαν τάς απόψεις των επί του νομοσχεδίου καί επί τών διατάξεων αύτοΰ.: [605, 814, 782, 977]
article-body: [973, 784, 1503, 1040]
side-heading: Η ΣΥΝΘΗΚΗ ΤΟΥ ΕΚΛΟΓΙΚΟΥ: [982, 986, 1135, 997]
briefs-column: [790, 811, 968, 1024]
article-text: Ό κ. πρόεδρος τής Κυβερνήσεως έδήλωσεν ότι αί έκλογαί θά διεξαχθούν μέ πλήρη έλευθερίαν καί ότι ή κυβέρνησις θά τηρήση αύστηράν ουδετερότητα. Ή αντιπολίτευσις ωστόσο επιμένει ότι τό σύστημα ευνοεί τήν κυβερνώσαν παράταξιν καί ότι ό λαός δέν θά δυνηθή νά εκφράση ελευθέρως τό φρόνημά του. Κατά τήν συζήτησιν ώμίλησαν πολλοί βουλευταί τής πλειοψηφίας καί τής μειοψηφίας, οί όποιοι ανέπτυξαν τάς απόψεις των επί του νομοσχεδίου καί επί τών διατάξεων αύτοΰ.: [407, 377, 599, 542]
brief-headline: Η ΣΙΓΚΑΠΟΥΡΗ ΕΠΙΚΥΡΩΣΕ ΤΗΝ ΣΥΜΦΩΝΙΑΝ ΤΗΣ ΜΑΛΑΙΣΙΑΣ: [445, 1430, 564, 1496]
side-heading: ΤΟ ΓΑΛΛΙΚΟΝ ΠΡΑΚΤΟΡΕΙΟΝ: [1161, 1184, 1314, 1196]
divider: [6, 2307, 599, 2309]
article-text: Ό κ. πρόεδρος τής Κυβερνήσεως έδήλωσεν ότι αί έκλογαί θά διεξαχθούν μέ πλήρη έλευθερίαν καί ότι ή κυβέρνησις θά τηρήση αύστηράν ουδετερότητα. Ή αντιπολίτευσις ωστόσο επιμένει ότι τό σύστημα ευνοεί τήν κυβερνώσαν παράταξιν καί ότι ό λαός δέν θά δυνηθή νά εκφράση ελευθέρως τό φρόνημά του. Κατά τήν συζήτησιν ώμίλησαν πολλοί βουλευταί τής πλειοψηφίας καί τής μειοψηφίας, οί όποιοι ανέπτυξαν τάς απόψεις των επί του νομοσχεδίου καί επί τών διατάξεων αύτοΰ.: [973, 804, 1143, 979]
divider: [605, 142, 968, 143]
